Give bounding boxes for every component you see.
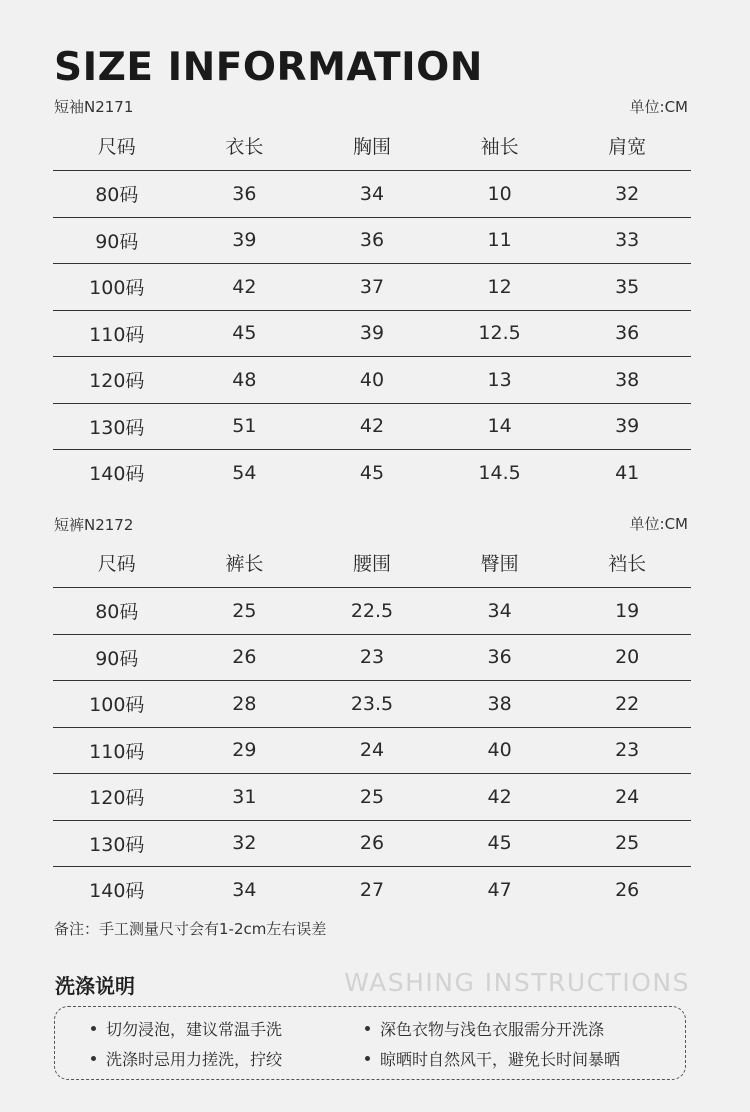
table-row — [53, 681, 691, 728]
table-row — [53, 217, 691, 264]
bullet-icon — [365, 1026, 370, 1031]
table-cell: 36 — [563, 310, 691, 357]
table-row — [53, 727, 691, 774]
page-title: SIZE INFORMATION — [54, 45, 483, 90]
table-cell: 20 — [563, 634, 691, 681]
table-cell: 45 — [359, 461, 385, 484]
table-cell: 14 — [436, 403, 564, 450]
table-cell: 45 — [181, 310, 309, 357]
table-cell: 36 — [436, 634, 564, 681]
column-header: 裤长 — [181, 538, 309, 588]
table-cell: 14.5 — [478, 461, 521, 484]
table-cell: 120码 — [53, 357, 181, 404]
column-header: 胸围 — [308, 121, 436, 171]
table-cell: 23 — [308, 634, 436, 681]
table-cell: 29 — [181, 727, 309, 774]
table-cell: 36 — [181, 171, 309, 218]
table-cell: 12.5 — [436, 310, 564, 357]
bullet-icon — [91, 1056, 96, 1061]
size-table-shorts — [53, 538, 691, 913]
bullet-icon — [91, 1026, 96, 1031]
table-cell: 23.5 — [308, 681, 436, 728]
table-row — [53, 774, 691, 821]
washing-item — [365, 1017, 604, 1040]
table-cell: 25 — [181, 588, 309, 635]
table-cell: 25 — [308, 774, 436, 821]
table-cell: 42 — [308, 403, 436, 450]
table-cell: 130码 — [53, 403, 181, 450]
table-row — [53, 867, 691, 913]
table-cell: 41 — [615, 461, 640, 484]
table-cell: 22.5 — [308, 588, 436, 635]
table-cell: 100码 — [53, 264, 181, 311]
table-cell: 34 — [232, 878, 257, 901]
column-header: 裆长 — [563, 538, 691, 588]
washing-item — [91, 1017, 282, 1040]
table-cell: 25 — [563, 820, 691, 867]
table1-unit: 单位:CM — [629, 98, 688, 116]
table-cell: 23 — [563, 727, 691, 774]
table-header-row — [53, 538, 691, 588]
column-header: 尺码 — [53, 538, 181, 588]
table-cell: 12 — [436, 264, 564, 311]
washing-item-text: 切勿浸泡，建议常温手洗 — [106, 1020, 283, 1039]
table-cell: 38 — [563, 357, 691, 404]
table-header-row — [53, 121, 691, 171]
washing-title: 洗涤说明 — [55, 974, 135, 998]
table-cell: 27 — [359, 878, 385, 901]
table-cell: 22 — [563, 681, 691, 728]
table-cell: 51 — [181, 403, 309, 450]
table-cell: 120码 — [53, 774, 181, 821]
table-row — [53, 310, 691, 357]
column-header: 尺码 — [53, 121, 181, 171]
column-header: 臀围 — [436, 538, 564, 588]
table-row — [53, 264, 691, 311]
table-cell: 140码 — [89, 880, 145, 903]
table-cell: 32 — [563, 171, 691, 218]
table-cell: 130码 — [53, 820, 181, 867]
table-cell: 19 — [563, 588, 691, 635]
table-cell: 40 — [308, 357, 436, 404]
table-cell: 26 — [308, 820, 436, 867]
column-header: 腰围 — [308, 538, 436, 588]
table-row — [53, 171, 691, 218]
table2-product-name: 短裤N2172 — [54, 516, 134, 534]
table-cell: 110码 — [53, 310, 181, 357]
washing-item-text: 洗涤时忌用力搓洗，拧绞 — [106, 1050, 283, 1069]
table-cell: 26 — [615, 878, 640, 901]
washing-item — [365, 1047, 620, 1070]
table-cell: 24 — [563, 774, 691, 821]
table-cell: 11 — [436, 217, 564, 264]
column-header: 肩宽 — [563, 121, 691, 171]
table-cell: 34 — [436, 588, 564, 635]
table-cell: 36 — [308, 217, 436, 264]
table1-product-name: 短袖N2171 — [54, 98, 134, 116]
table-cell: 26 — [181, 634, 309, 681]
table-cell: 37 — [308, 264, 436, 311]
table-cell: 80码 — [53, 171, 181, 218]
washing-item-text: 晾晒时自然风干，避免长时间暴晒 — [380, 1050, 621, 1069]
table-cell: 33 — [563, 217, 691, 264]
table-cell: 28 — [181, 681, 309, 728]
table2-unit: 单位:CM — [629, 515, 688, 533]
table-cell: 110码 — [53, 727, 181, 774]
table-cell: 13 — [436, 357, 564, 404]
table-row — [53, 403, 691, 450]
table-cell: 39 — [563, 403, 691, 450]
table-cell: 31 — [181, 774, 309, 821]
table-cell: 24 — [308, 727, 436, 774]
table-cell: 10 — [436, 171, 564, 218]
table-cell: 32 — [181, 820, 309, 867]
table-cell: 54 — [232, 461, 257, 484]
washing-instructions-box — [54, 1006, 686, 1080]
table-cell: 42 — [436, 774, 564, 821]
table-cell: 90码 — [53, 217, 181, 264]
table-row — [53, 820, 691, 867]
table-cell: 90码 — [53, 634, 181, 681]
table-cell: 40 — [436, 727, 564, 774]
washing-title-en: WASHING INSTRUCTIONS — [344, 968, 690, 997]
table-cell: 42 — [181, 264, 309, 311]
table-row — [53, 450, 691, 496]
table-row — [53, 588, 691, 635]
table-cell: 45 — [436, 820, 564, 867]
column-header: 衣长 — [181, 121, 309, 171]
table-cell: 47 — [487, 878, 512, 901]
table-cell: 38 — [436, 681, 564, 728]
table-cell: 80码 — [53, 588, 181, 635]
table-row — [53, 634, 691, 681]
size-table-shirt — [53, 121, 691, 496]
table-row — [53, 357, 691, 404]
table-cell: 39 — [308, 310, 436, 357]
table-cell: 48 — [181, 357, 309, 404]
table-cell: 39 — [181, 217, 309, 264]
table-cell: 100码 — [53, 681, 181, 728]
table-cell: 140码 — [89, 463, 145, 486]
table-cell: 34 — [308, 171, 436, 218]
column-header: 袖长 — [436, 121, 564, 171]
measurement-note: 备注：手工测量尺寸会有1-2cm左右误差 — [54, 920, 327, 938]
table-cell: 35 — [563, 264, 691, 311]
bullet-icon — [365, 1056, 370, 1061]
washing-item — [91, 1047, 282, 1070]
washing-item-text: 深色衣物与浅色衣服需分开洗涤 — [380, 1020, 605, 1039]
